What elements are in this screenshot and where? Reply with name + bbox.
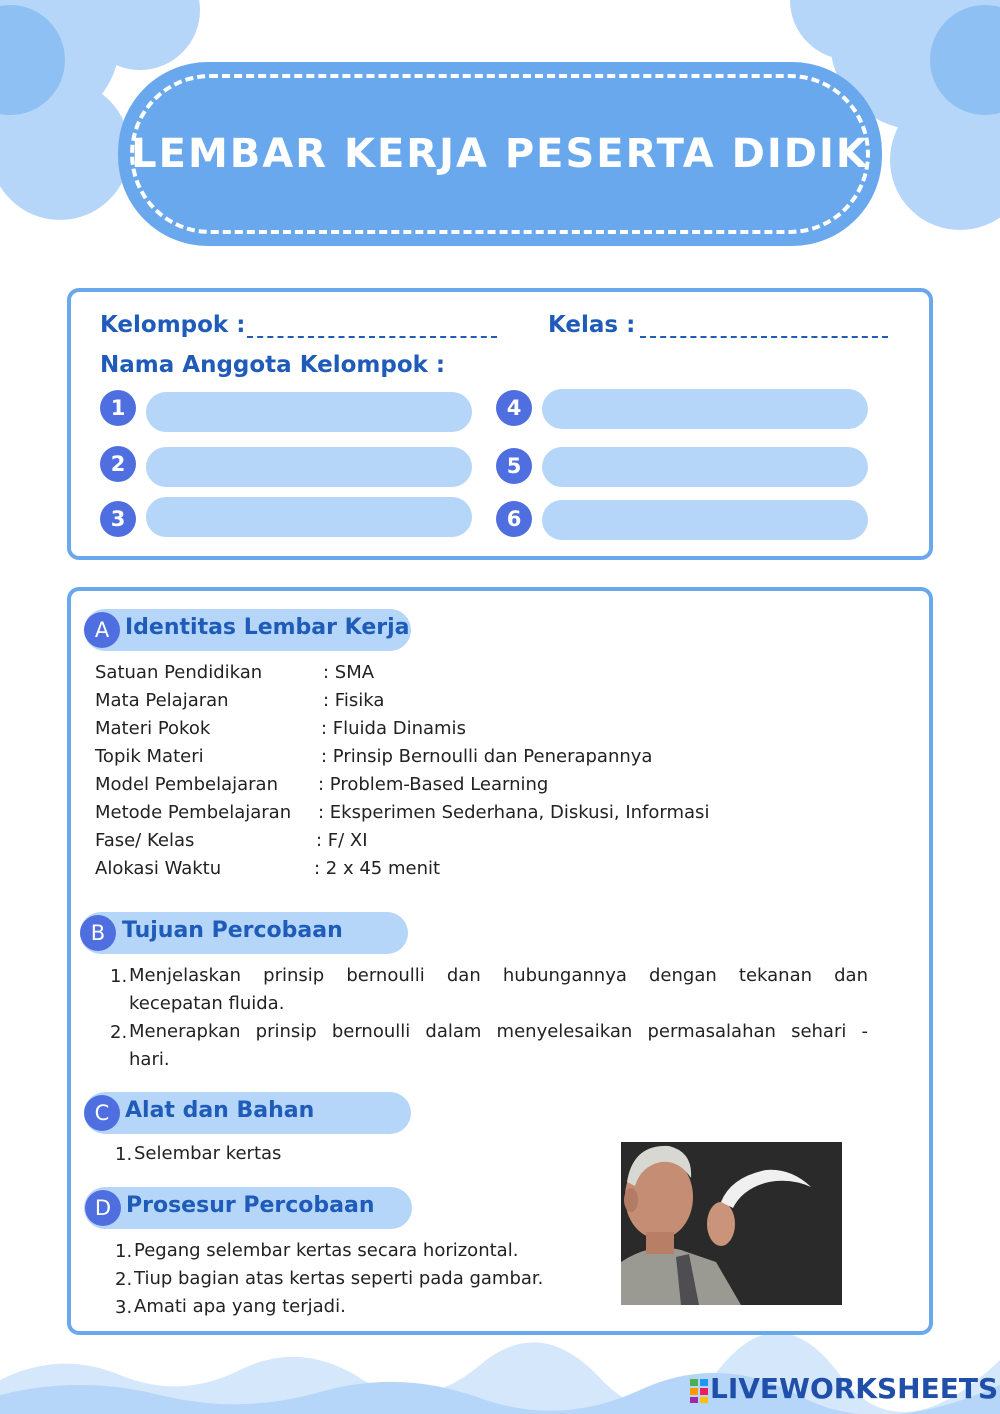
identity-key: Model Pembelajaran [95,774,278,795]
member-input-2[interactable] [146,447,472,487]
member-input-5[interactable] [542,447,868,487]
brand-logo-icon [690,1377,708,1403]
page-title: LEMBAR KERJA PESERTA DIDIK [131,131,869,177]
material-text: Selembar kertas [134,1143,282,1164]
brand-logo [690,1372,998,1405]
objective-number: 1. [110,966,128,987]
objective-text: Menerapkan prinsip bernoulli dalam menyelesaikan permasalahan sehari - [129,1021,868,1042]
identity-value: : Prinsip Bernoulli dan Penerapannya [321,746,653,767]
member-number: 6 [496,501,532,537]
identity-key: Mata Pelajaran [95,690,229,711]
section-c-letter: C [84,1095,120,1131]
procedure-text: Tiup bagian atas kertas seperti pada gambar. [134,1268,544,1289]
procedure-text: Amati apa yang terjadi. [134,1296,346,1317]
kelompok-blank[interactable] [247,336,497,338]
identity-value: : Fisika [323,690,385,711]
procedure-number: 3. [115,1297,133,1318]
demonstration-photo [621,1142,842,1305]
objective-number: 2. [110,1022,128,1043]
identity-key: Metode Pembelajaran [95,802,292,823]
identity-key: Topik Materi [95,746,204,767]
section-a-title: Identitas Lembar Kerja [125,615,410,640]
member-number: 2 [100,446,136,482]
kelas-label: Kelas : [548,312,636,338]
identity-value: : 2 x 45 menit [314,858,441,879]
identity-key: Fase/ Kelas [95,830,195,851]
member-input-3[interactable] [146,497,472,537]
procedure-text: Pegang selembar kertas secara horizontal. [134,1240,519,1261]
section-b-title: Tujuan Percobaan [122,918,343,943]
identity-value: : Fluida Dinamis [321,718,466,739]
kelompok-label: Kelompok : [100,312,246,338]
identity-value: : Eksperimen Sederhana, Diskusi, Informasi [318,802,710,823]
section-d-letter: D [85,1190,121,1226]
member-number: 5 [496,448,532,484]
members-label: Nama Anggota Kelompok : [100,352,446,378]
objective-text: Menjelaskan prinsip bernoulli dan hubungannya dengan tekanan dan [129,965,868,986]
section-d-title: Prosesur Percobaan [126,1193,375,1218]
objective-text-cont: hari. [129,1049,170,1070]
member-input-6[interactable] [542,500,868,540]
material-number: 1. [115,1144,133,1165]
procedure-number: 1. [115,1241,133,1262]
member-number: 4 [496,390,532,426]
member-input-4[interactable] [542,389,868,429]
identity-key: Alokasi Waktu [95,858,222,879]
member-number: 3 [100,501,136,537]
member-number: 1 [100,390,136,426]
objective-text-cont: kecepatan fluida. [129,993,285,1014]
identity-value: : SMA [323,662,375,683]
kelas-blank[interactable] [640,336,888,338]
section-a-letter: A [84,612,120,648]
identity-key: Materi Pokok [95,718,211,739]
member-input-1[interactable] [146,392,472,432]
identity-value: : F/ XI [316,830,368,851]
identity-key: Satuan Pendidikan [95,662,263,683]
identity-value: : Problem-Based Learning [318,774,549,795]
brand-name: LIVEWORKSHEETS [710,1372,999,1405]
section-c-title: Alat dan Bahan [125,1098,315,1123]
procedure-number: 2. [115,1269,133,1290]
section-b-letter: B [80,915,116,951]
